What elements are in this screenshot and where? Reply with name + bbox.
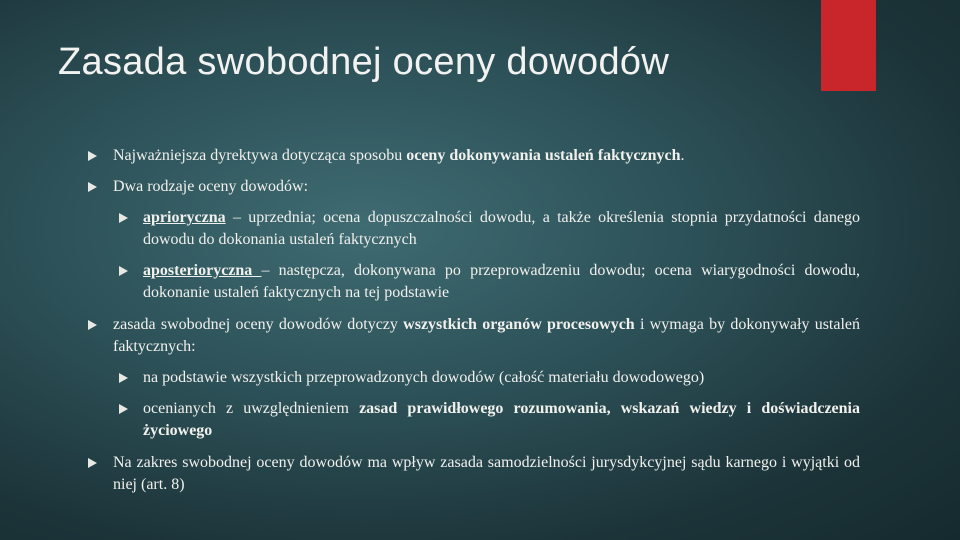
sub-bullet-item-zasady — [143, 398, 860, 442]
term-aprioryczna: aprioryczna — [143, 209, 226, 226]
sub-bullet-text: na podstawie wszystkich przeprowadzonych dowodów (całość materiału dowodowego) — [143, 369, 705, 386]
triangle-bullet-icon — [119, 266, 128, 276]
sub-bullet-item-wszystkie-dowody — [143, 367, 860, 389]
bullet-item-1 — [113, 145, 860, 167]
bullet-item-3 — [113, 314, 860, 358]
bullet-item-4 — [113, 452, 860, 496]
sub-bullet-item-aprioryczna — [143, 207, 860, 251]
bullet-text: Dwa rodzaje oceny dowodów: — [113, 178, 309, 195]
sub-bullet-bold-text: zasad prawidłowego rozumowania, wskazań wiedzy i doświadczenia życiowego — [143, 400, 860, 439]
bullet-text-end: . — [680, 147, 685, 164]
bullet-bold-text: wszystkich organów procesowych — [403, 316, 635, 333]
triangle-bullet-icon — [119, 213, 128, 223]
triangle-bullet-icon — [119, 373, 128, 383]
sub-bullet-text: ocenianych z uwzględnieniem — [143, 400, 360, 417]
bullet-text-end: i wymaga by dokonywały ustaleń faktycznych: — [113, 316, 861, 355]
triangle-bullet-icon — [88, 151, 97, 161]
triangle-bullet-icon — [88, 182, 97, 192]
slide-title: Zasada swobodnej oceny dowodów — [58, 41, 670, 83]
triangle-bullet-icon — [88, 320, 97, 330]
sub-bullet-text: – uprzednia; ocena dopuszczalności dowodu, a także określenia stopnia przydatności danego dowodu do dokonania ustaleń faktycznych — [143, 209, 860, 248]
bullet-text: zasada swobodnej oceny dowodów dotyczy — [113, 316, 404, 333]
triangle-bullet-icon — [119, 404, 128, 414]
bullet-text: Najważniejsza dyrektywa dotycząca sposobu — [113, 147, 407, 164]
accent-bar — [821, 0, 876, 91]
bullet-text: Na zakres swobodnej oceny dowodów ma wpływ zasada samodzielności jurysdykcyjnej sądu karnego i wyjątki od niej (art. 8) — [113, 454, 860, 493]
sub-bullet-item-aposterioryczna — [143, 260, 860, 304]
bullet-item-2 — [113, 176, 860, 198]
term-aposterioryczna: aposterioryczna — [143, 262, 262, 279]
bullet-bold-text: oceny dokonywania ustaleń faktycznych — [406, 147, 681, 164]
sub-bullet-text: – następcza, dokonywana po przeprowadzeniu dowodu; ocena wiarygodności dowodu, dokonanie ustaleń faktycznych na tej podstawie — [143, 262, 860, 301]
triangle-bullet-icon — [88, 458, 97, 468]
